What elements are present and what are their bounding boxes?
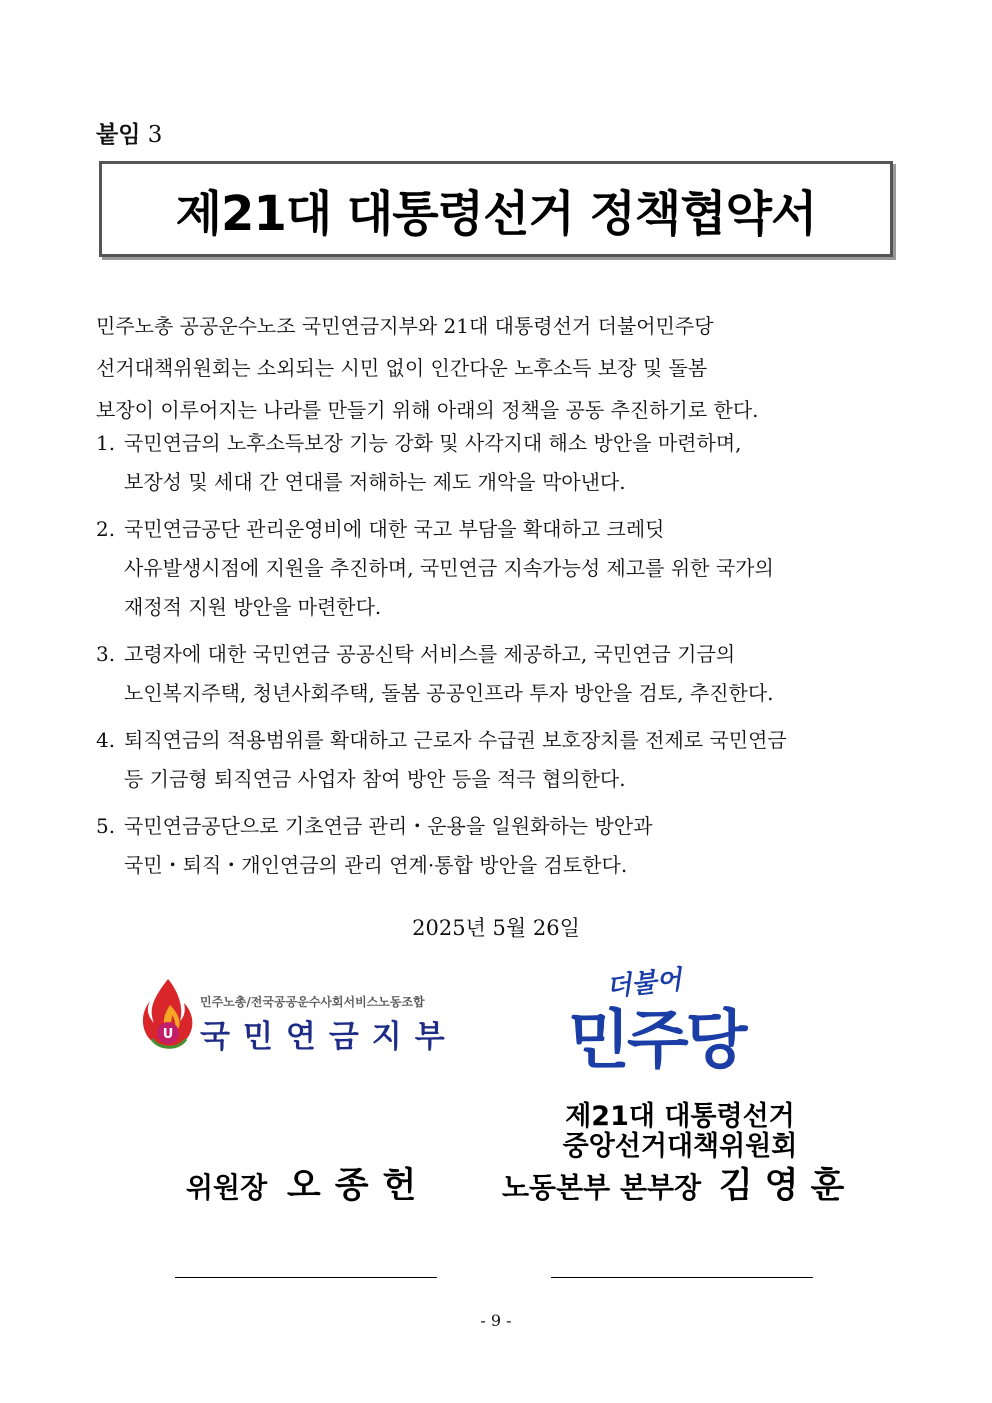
union-name: 국민연금지부	[200, 1019, 458, 1055]
document-title: 제21대 대통령선거 정책협약서	[175, 185, 817, 242]
item-line: 사유발생시점에 지원을 추진하며, 국민연금 지속가능성 제고를 위한 국가의	[124, 556, 774, 580]
intro-paragraph	[96, 305, 886, 431]
item-line: 국민・퇴직・개인연금의 관리 연계·통합 방안을 검토한다.	[124, 853, 628, 877]
svg-text:U: U	[162, 1027, 174, 1042]
item-line: 고령자에 대한 국민연금 공공신탁 서비스를 제공하고, 국민연금 기금의	[124, 642, 736, 666]
item-number: 5.	[96, 814, 116, 838]
union-subtitle: 민주노총/전국공공운수사회서비스노동조합	[200, 995, 425, 1009]
policy-item-1	[96, 424, 896, 502]
right-signature-line	[551, 1277, 813, 1278]
committee-line-1: 제21대 대통령선거	[565, 1101, 795, 1132]
union-logo	[140, 975, 470, 1055]
title-box	[99, 161, 893, 257]
policy-item-5	[96, 807, 896, 885]
agreement-date: 2025년 5월 26일	[412, 916, 580, 940]
flame-logo-icon	[140, 975, 196, 1055]
committee-line-2: 중앙선거대책위원회	[562, 1131, 798, 1162]
policy-item-2	[96, 510, 896, 627]
item-line: 국민연금공단으로 기초연금 관리・운용을 일원화하는 방안과	[124, 814, 653, 838]
item-number: 3.	[96, 642, 116, 666]
item-number: 2.	[96, 517, 116, 541]
attachment-label	[96, 116, 162, 149]
item-number: 1.	[96, 431, 116, 455]
left-signatory-title: 위원장	[186, 1171, 268, 1204]
party-logo-big: 민주당	[568, 1004, 745, 1078]
page-number: - 9 -	[480, 1311, 512, 1330]
item-line: 국민연금공단 관리운영비에 대한 국고 부담을 확대하고 크레딧	[124, 517, 665, 541]
intro-line: 민주노총 공공운수노조 국민연금지부와 21대 대통령선거 더불어민주당	[96, 314, 714, 338]
party-logo-small: 더불어	[604, 965, 683, 1003]
policy-item-3	[96, 635, 896, 713]
right-signatory-name: 김영훈	[718, 1166, 857, 1206]
attachment-number: 3	[147, 122, 163, 148]
policy-item-4	[96, 721, 896, 799]
item-line: 등 기금형 퇴직연금 사업자 참여 방안 등을 적극 협의한다.	[124, 767, 626, 791]
item-line: 재정적 지원 방안을 마련한다.	[124, 595, 382, 619]
intro-line: 선거대책위원회는 소외되는 시민 없이 인간다운 노후소득 보장 및 돌봄	[96, 356, 708, 380]
attachment-word: 붙임	[96, 122, 141, 148]
left-signatory	[186, 1158, 430, 1208]
item-line: 퇴직연금의 적용범위를 확대하고 근로자 수급권 보호장치를 전제로 국민연금	[124, 728, 787, 752]
policy-list	[96, 424, 896, 893]
item-line: 보장성 및 세대 간 연대를 저해하는 제도 개악을 막아낸다.	[124, 470, 626, 494]
left-signatory-name: 오종헌	[286, 1166, 431, 1206]
item-line: 국민연금의 노후소득보장 기능 강화 및 사각지대 해소 방안을 마련하며,	[124, 431, 742, 455]
right-signatory-title: 노동본부 본부장	[502, 1171, 702, 1204]
intro-line: 보장이 이루어지는 나라를 만들기 위해 아래의 정책을 공동 추진하기로 한다.	[96, 398, 759, 422]
left-signature-line	[175, 1277, 437, 1278]
right-signatory	[502, 1158, 856, 1208]
party-logo	[566, 963, 786, 1078]
item-number: 4.	[96, 728, 116, 752]
item-line: 노인복지주택, 청년사회주택, 돌봄 공공인프라 투자 방안을 검토, 추진한다.	[124, 681, 774, 705]
